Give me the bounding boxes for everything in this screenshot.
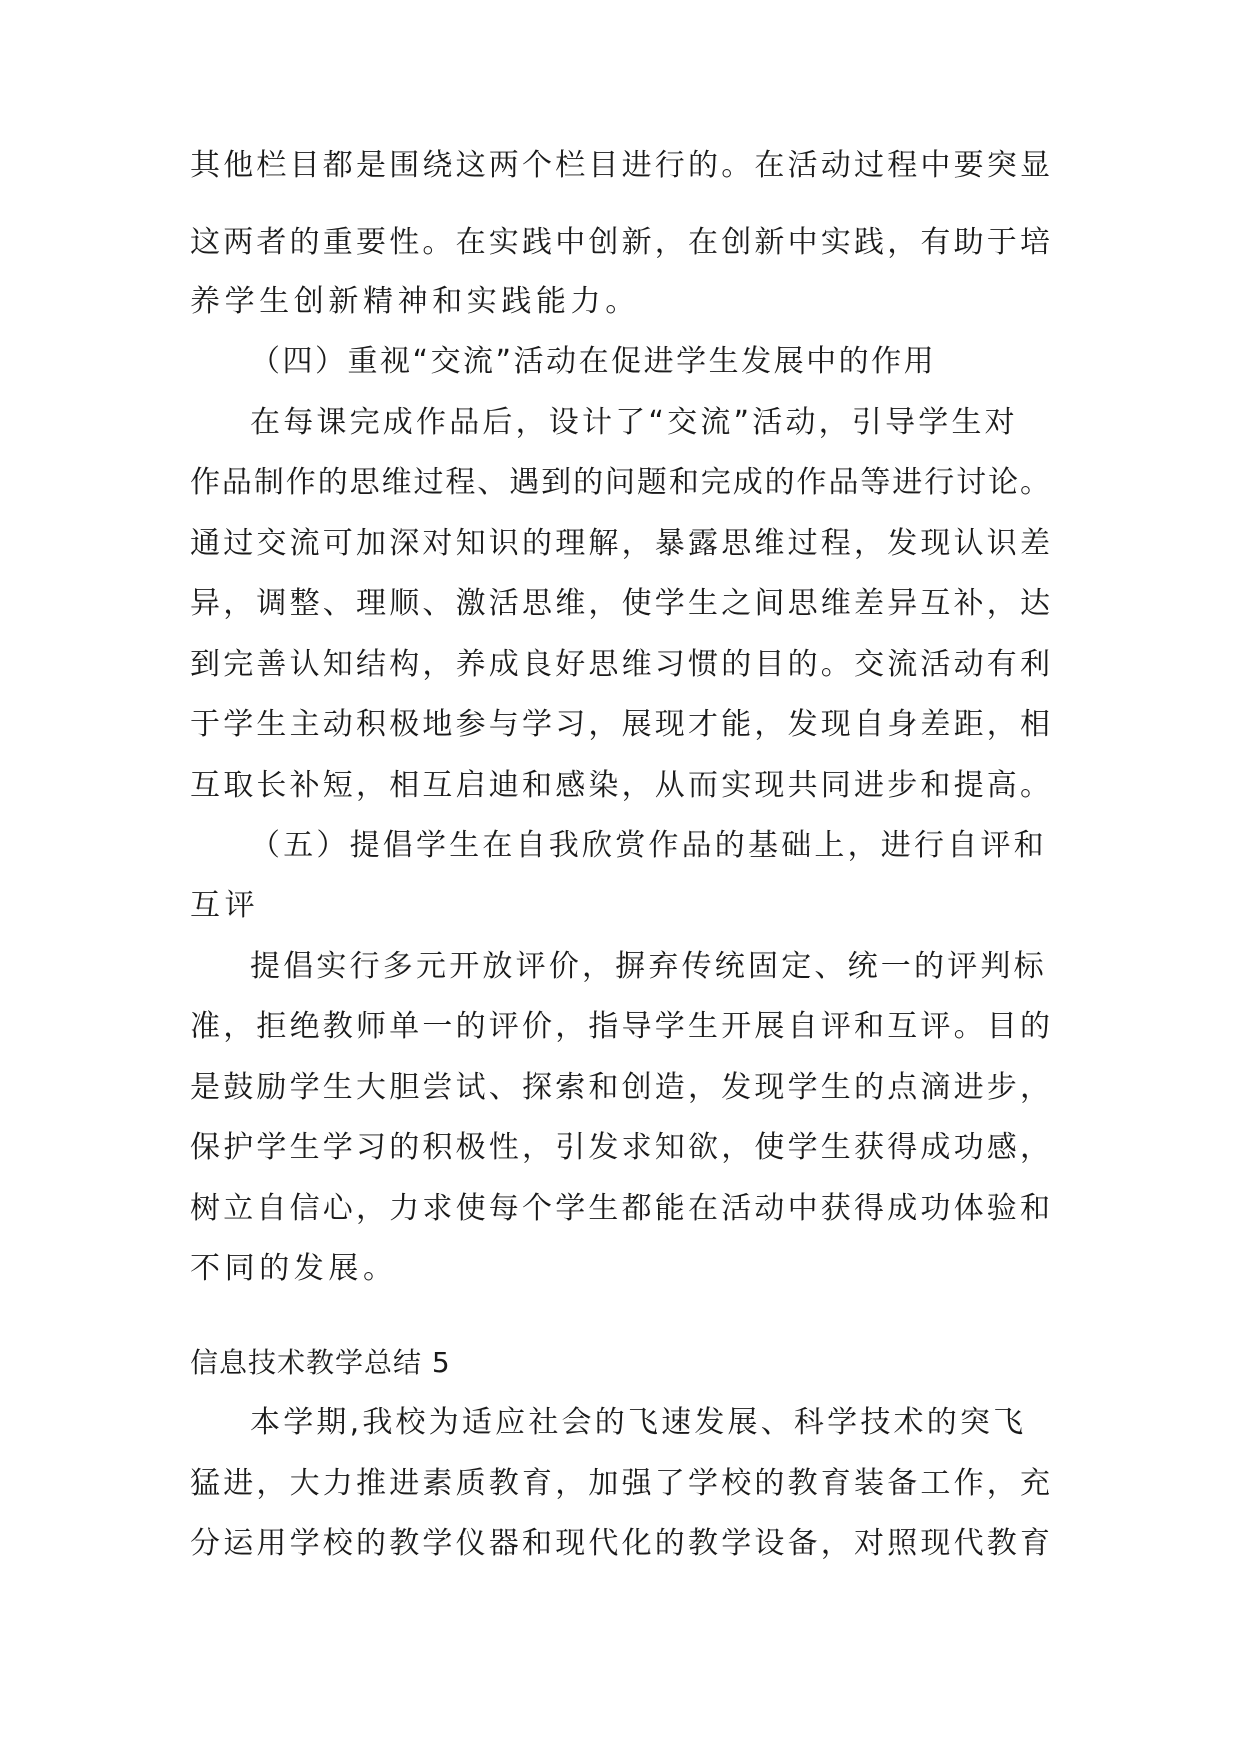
paragraph-line: 于学生主动积极地参与学习，展现才能，发现自身差距，相	[190, 707, 1050, 742]
section-heading: 信息技术教学总结 5	[190, 1346, 451, 1379]
section-subheading: （四）重视“交流”活动在促进学生发展中的作用	[250, 344, 937, 379]
section-subheading: 互评	[190, 888, 260, 923]
paragraph-line: 作品制作的思维过程、遇到的问题和完成的作品等进行讨论。	[190, 465, 1050, 500]
paragraph-line: 这两者的重要性。在实践中创新，在创新中实践，有助于培	[190, 225, 1050, 260]
paragraph-line: 到完善认知结构，养成良好思维习惯的目的。交流活动有利	[190, 647, 1050, 682]
paragraph-line: 猛进，大力推进素质教育，加强了学校的教育装备工作，充	[190, 1466, 1050, 1501]
paragraph-line: 异，调整、理顺、激活思维，使学生之间思维差异互补，达	[190, 586, 1050, 621]
paragraph-line: 本学期,我校为适应社会的飞速发展、科学技术的突飞	[250, 1405, 1027, 1440]
section-subheading: （五）提倡学生在自我欣赏作品的基础上，进行自评和	[250, 828, 1047, 863]
paragraph-line: 其他栏目都是围绕这两个栏目进行的。在活动过程中要突显	[190, 148, 1050, 183]
paragraph-line: 准，拒绝教师单一的评价，指导学生开展自评和互评。目的	[190, 1009, 1050, 1044]
paragraph-line: 树立自信心，力求使每个学生都能在活动中获得成功体验和	[190, 1191, 1050, 1226]
paragraph-line: 保护学生学习的积极性，引发求知欲，使学生获得成功感，	[190, 1130, 1050, 1165]
paragraph-line: 互取长补短，相互启迪和感染，从而实现共同进步和提高。	[190, 768, 1050, 803]
paragraph-line: 是鼓励学生大胆尝试、探索和创造，发现学生的点滴进步，	[190, 1070, 1050, 1105]
paragraph-line: 养学生创新精神和实践能力。	[190, 284, 640, 319]
paragraph-line: 在每课完成作品后，设计了“交流”活动，引导学生对	[250, 405, 1018, 440]
paragraph-line: 不同的发展。	[190, 1251, 398, 1286]
paragraph-line: 分运用学校的教学仪器和现代化的教学设备，对照现代教育	[190, 1526, 1050, 1561]
paragraph-line: 通过交流可加深对知识的理解，暴露思维过程，发现认识差	[190, 526, 1050, 561]
paragraph-line: 提倡实行多元开放评价，摒弃传统固定、统一的评判标	[250, 949, 1047, 984]
